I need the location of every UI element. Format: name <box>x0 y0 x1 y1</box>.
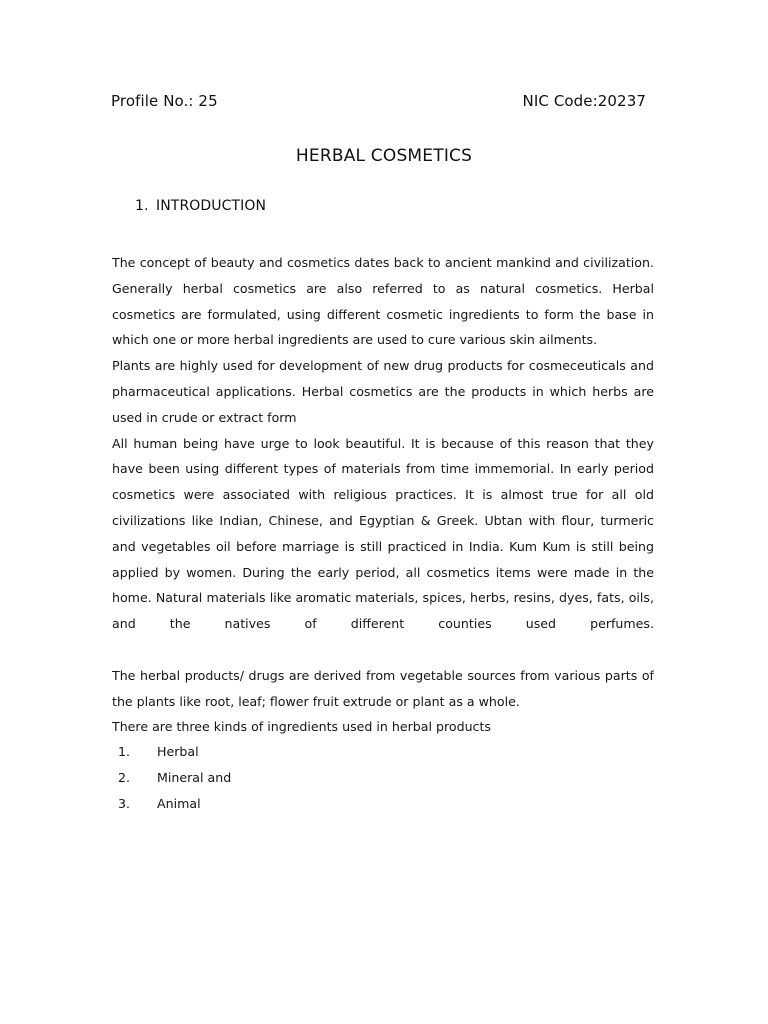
list-item-number: 1. <box>118 744 131 759</box>
introduction-body <box>112 250 654 740</box>
list-item-label: Animal <box>157 795 201 811</box>
document-header <box>111 92 646 116</box>
list-item-number: 3. <box>118 795 131 811</box>
paragraph-ingredients-intro: There are three kinds of ingredients used in herbal products <box>112 719 491 735</box>
list-item-number: 2. <box>118 769 131 785</box>
nic-code: NIC Code:20237 <box>522 92 646 110</box>
paragraph-herbal-products: The herbal products/ drugs are derived from vegetable sources from various parts of the plants like root, leaf; flower fruit extrude or plant as a whole. <box>112 667 654 709</box>
ingredients-list <box>118 739 231 816</box>
section-number: 1. <box>135 198 149 214</box>
paragraph-plants: Plants are highly used for development of new drug products for cosmeceuticals and pharmaceutical applications. Herbal cosmetics are the products in which herbs are used in crude or extract form <box>112 358 654 425</box>
list-item-label: Mineral and <box>157 769 232 785</box>
document-title: HERBAL COSMETICS <box>295 146 473 166</box>
section-title: INTRODUCTION <box>156 198 267 214</box>
section-heading <box>135 198 266 214</box>
list-item <box>118 739 231 765</box>
paragraph-concept: The concept of beauty and cosmetics dates back to ancient mankind and civilization. Generally herbal cosmetics are also referred to as natural cosmetics. Herbal cosmetics are formulated, using different cosmetic ingredients to form the base in which one or more herbal ingredients are used to cure various skin ailments. <box>112 255 654 348</box>
list-item <box>118 765 231 791</box>
profile-number: Profile No.: 25 <box>111 92 218 110</box>
list-item-label: Herbal <box>157 744 199 759</box>
list-item <box>118 791 231 817</box>
paragraph-beauty-history: All human being have urge to look beautiful. It is because of this reason that they have been using different types of materials from time immemorial. In early period cosmetics were associated with religious practices. It is almost true for all old civilizations like Indian, Chinese, and Egyptian & Greek. Ubtan with flour, turmeric and vegetables oil before marriage is still practiced in India. Kum Kum is still being applied by women. During the early period, all cosmetics items were made in the home. Natural materials like aromatic materials, spices, herbs, resins, dyes, fats, oils, and the natives of different counties used perfumes. <box>112 435 654 632</box>
